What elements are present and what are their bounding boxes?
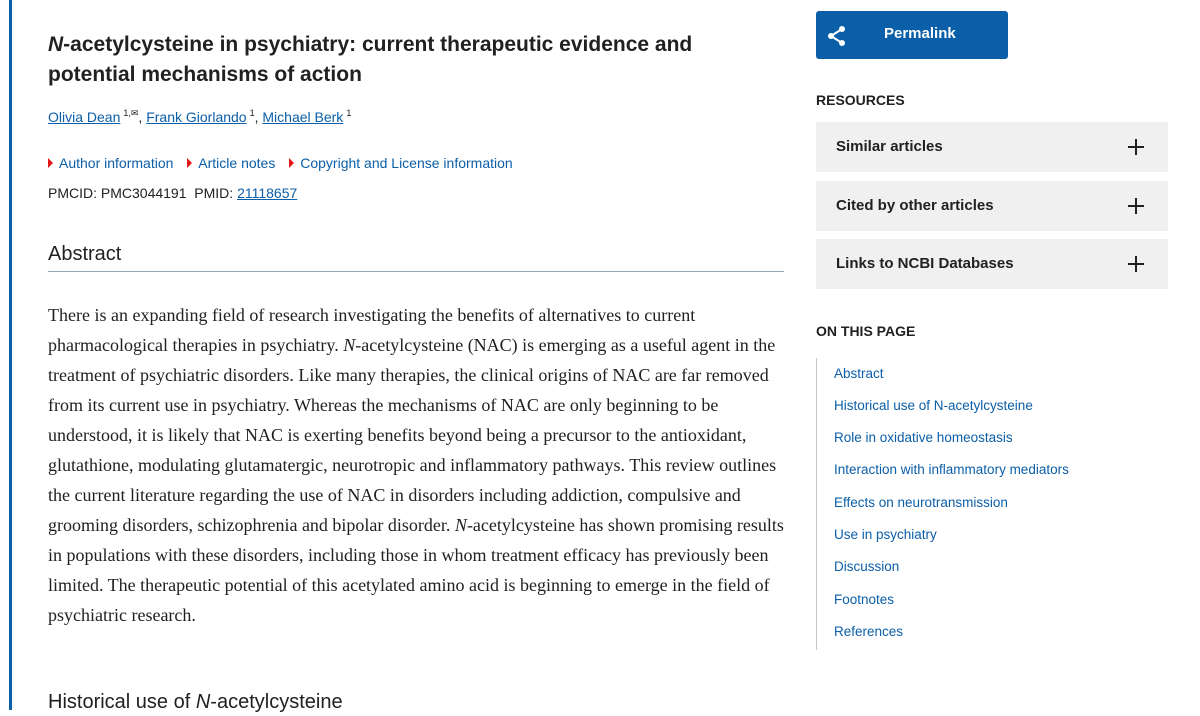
pmid-link[interactable]: 21118657	[237, 185, 298, 201]
caret-right-icon	[187, 158, 192, 168]
pmid-label: PMID:	[194, 185, 234, 201]
accordion-label: Cited by other articles	[836, 197, 994, 214]
toc-link-discussion[interactable]: Discussion	[834, 559, 900, 574]
heading-text: Historical use of	[48, 691, 196, 713]
author-information-label: Author information	[59, 155, 174, 171]
toc-link-inflammatory-mediators[interactable]: Interaction with inflammatory mediators	[834, 462, 1069, 477]
article-ids	[48, 185, 297, 201]
similar-articles-accordion[interactable]	[816, 122, 1168, 172]
plus-icon	[1128, 256, 1144, 272]
toc-link-abstract[interactable]: Abstract	[834, 366, 884, 381]
accordion-label: Similar articles	[836, 138, 943, 155]
caret-right-icon	[289, 158, 294, 168]
abstract-text-part: There is an expanding field of research investigating the benefits of alternatives to current pharmacological therapies in psychiatry.	[48, 305, 696, 355]
article-title	[48, 30, 748, 90]
accordion-label: Links to NCBI Databases	[836, 255, 1014, 272]
permalink-button[interactable]	[816, 11, 1008, 59]
author-affiliation[interactable]: 1	[249, 108, 255, 118]
toc-link-neurotransmission[interactable]: Effects on neurotransmission	[834, 495, 1008, 510]
toc-link-oxidative-homeostasis[interactable]: Role in oxidative homeostasis	[834, 430, 1013, 445]
heading-text: -acetylcysteine	[210, 691, 343, 713]
plus-icon	[1128, 198, 1144, 214]
abstract-text-part: -acetylcysteine (NAC) is emerging as a useful agent in the treatment of psychiatric disorders. Like many therapies, the clinical origins of NAC are far removed from its current use in psychiatry. Whereas the mechanisms of NAC are only beginning to be understood, it is likely that NAC is exerting benefits beyond being a precursor to the antioxidant, glutathione, modulating glutamatergic, neurotropic and inflammatory pathways. This review outlines the current literature regarding the use of NAC in disorders including addiction, compulsive and grooming disorders, schizophrenia and bipolar disorder.	[48, 335, 777, 535]
abstract-text	[48, 300, 784, 630]
cited-by-accordion[interactable]	[816, 181, 1168, 231]
caret-right-icon	[48, 158, 53, 168]
abstract-text-part: -acetylcysteine has shown promising results in populations with these disorders, including those in whom treatment efficacy has previously been limited. The therapeutic potential of this acetylated amino acid is beginning to emerge in the field of psychiatric research.	[48, 515, 784, 625]
toc-link-references[interactable]: References	[834, 624, 904, 639]
author-link-michael-berk[interactable]: Michael Berk	[262, 109, 344, 125]
copyright-license-toggle[interactable]	[289, 155, 512, 171]
pmcid: PMCID: PMC3044191	[48, 185, 187, 201]
toc-link-use-in-psychiatry[interactable]: Use in psychiatry	[834, 527, 937, 542]
article-notes-label: Article notes	[198, 155, 276, 171]
author-information-toggle[interactable]	[48, 155, 173, 171]
on-this-page-nav	[816, 358, 1157, 650]
author-link-frank-giorlando[interactable]: Frank Giorlando	[146, 109, 247, 125]
on-this-page-heading: ON THIS PAGE	[816, 323, 916, 339]
abstract-italic: N	[454, 515, 467, 535]
author-list: Olivia Dean $^{1,✉}$, Frank Giorlando $^1$, Michael Berk $^1$	[48, 108, 352, 125]
author-link-olivia-dean[interactable]: Olivia Dean	[48, 109, 121, 125]
resources-heading: RESOURCES	[816, 92, 905, 108]
left-accent-bar	[9, 0, 12, 710]
title-italic-n: N	[48, 33, 64, 56]
article-meta-links	[48, 155, 523, 171]
title-text: -acetylcysteine in psychiatry: current therapeutic evidence and potential mechanisms of action	[48, 33, 693, 86]
toc-link-historical-use[interactable]: Historical use of N-acetylcysteine	[834, 398, 1033, 413]
author-affiliation[interactable]: 1,✉	[123, 108, 139, 118]
abstract-italic: N	[343, 335, 356, 355]
share-icon	[826, 25, 848, 47]
abstract-heading: Abstract	[48, 240, 784, 272]
ncbi-links-accordion[interactable]	[816, 239, 1168, 289]
heading-italic: N	[195, 691, 211, 713]
historical-use-heading	[48, 688, 343, 716]
toc-link-footnotes[interactable]: Footnotes	[834, 592, 895, 607]
article-notes-toggle[interactable]	[187, 155, 275, 171]
permalink-label: Permalink	[884, 25, 956, 42]
plus-icon	[1128, 139, 1144, 155]
author-affiliation[interactable]: 1	[346, 108, 352, 118]
copyright-license-label: Copyright and License information	[300, 155, 513, 171]
